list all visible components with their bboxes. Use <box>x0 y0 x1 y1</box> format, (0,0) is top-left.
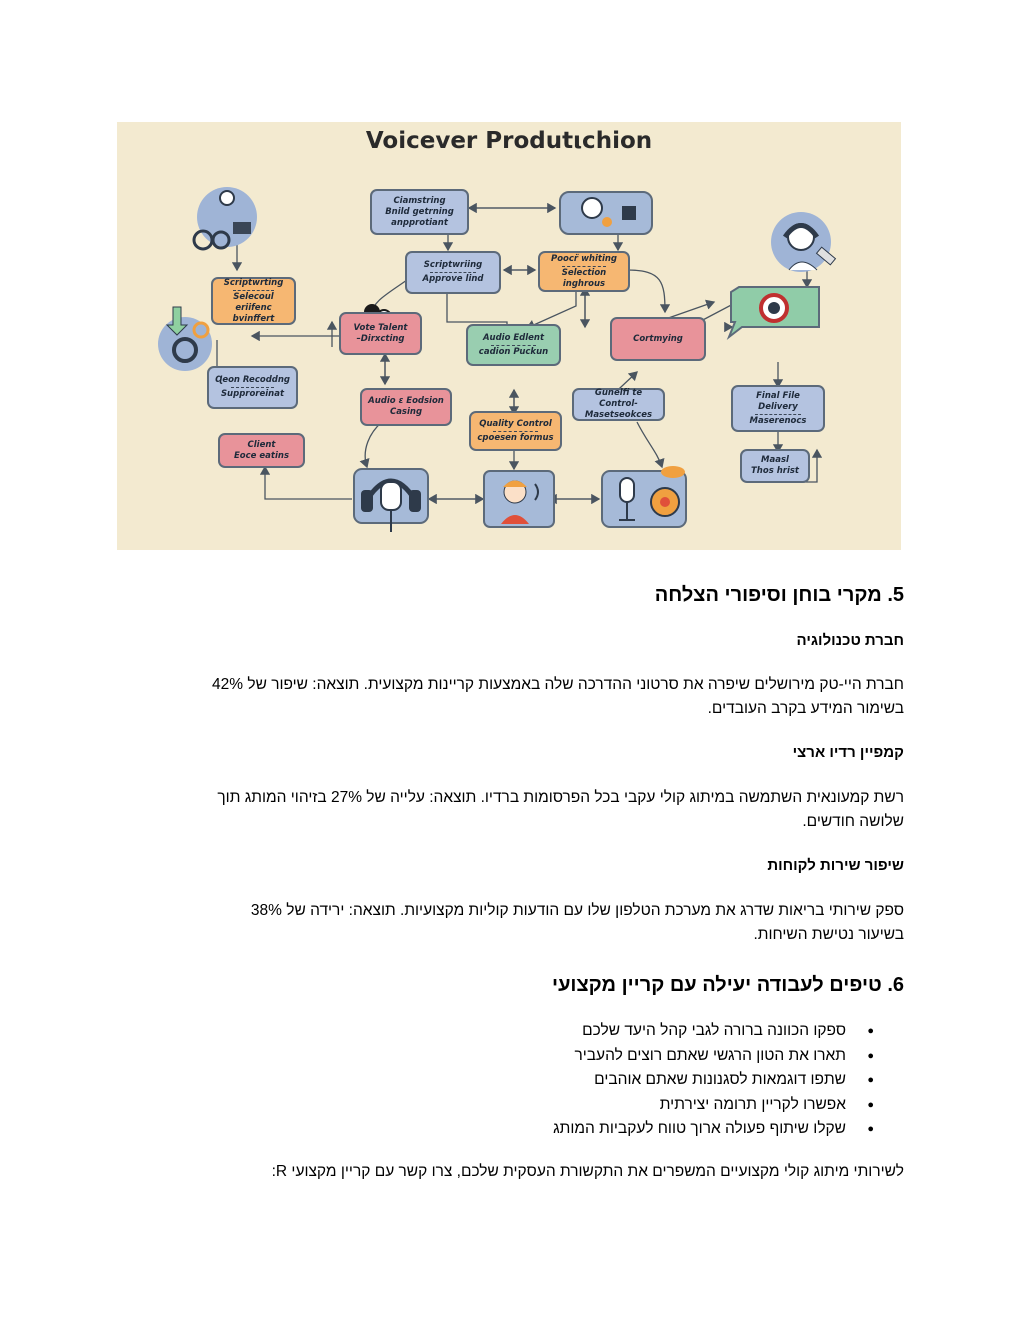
case2-line1: רשת קמעונאית השתמשה במיתוג קולי עקבי בכל הפרסומות ברדיו. תוצאה: עלייה של 27% בזיהוי המותג תוך <box>217 789 904 806</box>
case2-title: קמפיין רדיו ארצי <box>792 744 904 761</box>
node-divider <box>233 290 273 291</box>
node-poocr-whiting <box>538 251 630 292</box>
node-label: Final File Delivery <box>756 390 800 412</box>
node-label: Maserenocs <box>749 415 807 426</box>
tip-item: ● תארו את הטון הרגשי שאתם רוצים להעביר <box>120 1044 904 1069</box>
node-cortmying <box>610 317 706 361</box>
diagram-title: Voicever Produtιchion <box>365 128 653 154</box>
node-label: Audio ε Eodsion <box>368 396 444 406</box>
section5-heading: 5. מקרי בוחן וסיפורי הצלחה <box>654 584 904 606</box>
case3-title: שיפור שירות לקוחות <box>767 857 904 874</box>
node-maasl <box>740 449 810 483</box>
tip-item: ● שקלו שיתוף פעולה ארוך טווח לעקביות המותג <box>120 1117 904 1142</box>
node-label: Cortmying <box>633 333 683 344</box>
node-gunelfi-control <box>572 388 665 421</box>
node-client <box>218 433 305 468</box>
node-label: Supproreinat <box>220 389 285 399</box>
tip-item: ● שתפו דוגמאות לסגנונות שאתם אוהבים <box>120 1068 904 1093</box>
node-label: Casing <box>389 407 423 417</box>
node-label: Maasl <box>761 455 789 465</box>
node-label: Ɋeon Recoddng <box>215 375 290 385</box>
node-label: bvinffert <box>232 313 275 324</box>
closing-line: לשירותי מיתוג קולי מקצועיים המשפרים את התקשורת העסקית שלכם, צרו קשר עם קריין מקצועי R: <box>271 1163 904 1180</box>
case1-title: חברת טכנולוגיה <box>796 632 904 649</box>
headphones-mic-icon <box>354 469 428 532</box>
node-divider <box>491 345 537 346</box>
node-label: Approve lind <box>422 274 484 284</box>
node-vote-talent <box>339 312 422 355</box>
tips-list <box>120 1019 904 1142</box>
node-divider <box>231 387 274 388</box>
node-label: Vote Talent <box>353 322 408 333</box>
node-audio-eodsion <box>360 388 452 426</box>
node-scriptwrting <box>211 277 296 325</box>
node-label: Bnild getrning <box>385 206 454 217</box>
node-recoddng <box>207 366 298 409</box>
node-label: cpoesen formus <box>477 432 554 443</box>
node-divider <box>493 431 538 432</box>
person-speaking-icon <box>484 471 554 527</box>
microphone-app-icon <box>560 192 652 234</box>
node-label: cadion Puckun <box>478 346 549 357</box>
speaker-icon <box>729 287 819 337</box>
section6-heading: 6. טיפים לעבודה יעילה עם קריין מקצועי <box>552 974 904 996</box>
node-label: Eoce eatins <box>234 450 289 461</box>
node-divider <box>562 266 606 267</box>
node-label: Client <box>247 439 276 450</box>
headset-person-icon <box>771 212 835 272</box>
case1-line2: בשימור המידע בקרב העובדים. <box>707 700 904 717</box>
studio-mic-icon <box>602 466 686 527</box>
node-label: Audio Edlent <box>482 332 545 343</box>
gears-icon <box>158 307 212 371</box>
node-label: Gunelfi te Control- <box>594 388 643 409</box>
case2-line2: שלושה חודשים. <box>802 813 904 830</box>
node-scriptwriing <box>405 251 501 294</box>
node-final-file-delivery <box>731 385 825 432</box>
node-divider <box>755 414 800 415</box>
case3-line1: ספק שירותי בריאות שדרג את מערכת הטלפון שלו עם הודעות קוליות מקצועיות. תוצאה: ירידה של 38% <box>250 902 904 919</box>
node-label: Scriptwrting <box>223 277 284 288</box>
node-label: Masetseokces <box>584 410 653 420</box>
node-label: Thos hrist <box>751 466 799 476</box>
node-label: –Dirxcting <box>356 333 405 344</box>
gear-people-icon <box>194 187 257 249</box>
node-label: Poocr̈ whiting <box>550 253 618 264</box>
node-label: Scriptwriing <box>423 260 483 270</box>
node-label: anpprotiant <box>391 217 448 228</box>
node-label: Selection inghrous <box>561 267 607 289</box>
tip-item: ● אפשרו לקריין תרומה יצירתית <box>120 1093 904 1118</box>
tip-item: ● ספקו הכוונה ברורה לגבי קהל היעד שלכם <box>120 1019 904 1044</box>
case3-line2: בשיעור נטישת השיחות. <box>753 926 904 943</box>
node-label: Ciamstring <box>393 195 446 206</box>
node-ciamstring <box>370 189 469 235</box>
node-label: Selecoul eriifenc <box>233 291 274 313</box>
node-divider <box>430 272 476 273</box>
node-audio-edlent <box>466 324 561 366</box>
voiceover-production-diagram <box>117 122 901 550</box>
node-quality-control <box>469 411 562 451</box>
node-label: Quality Control <box>479 418 552 429</box>
case1-line1: חברת היי-טק מירושלים שיפרה את סרטוני ההדרכה שלה באמצעות קריינות מקצועית. תוצאה: שיפור של 42% <box>212 676 904 693</box>
